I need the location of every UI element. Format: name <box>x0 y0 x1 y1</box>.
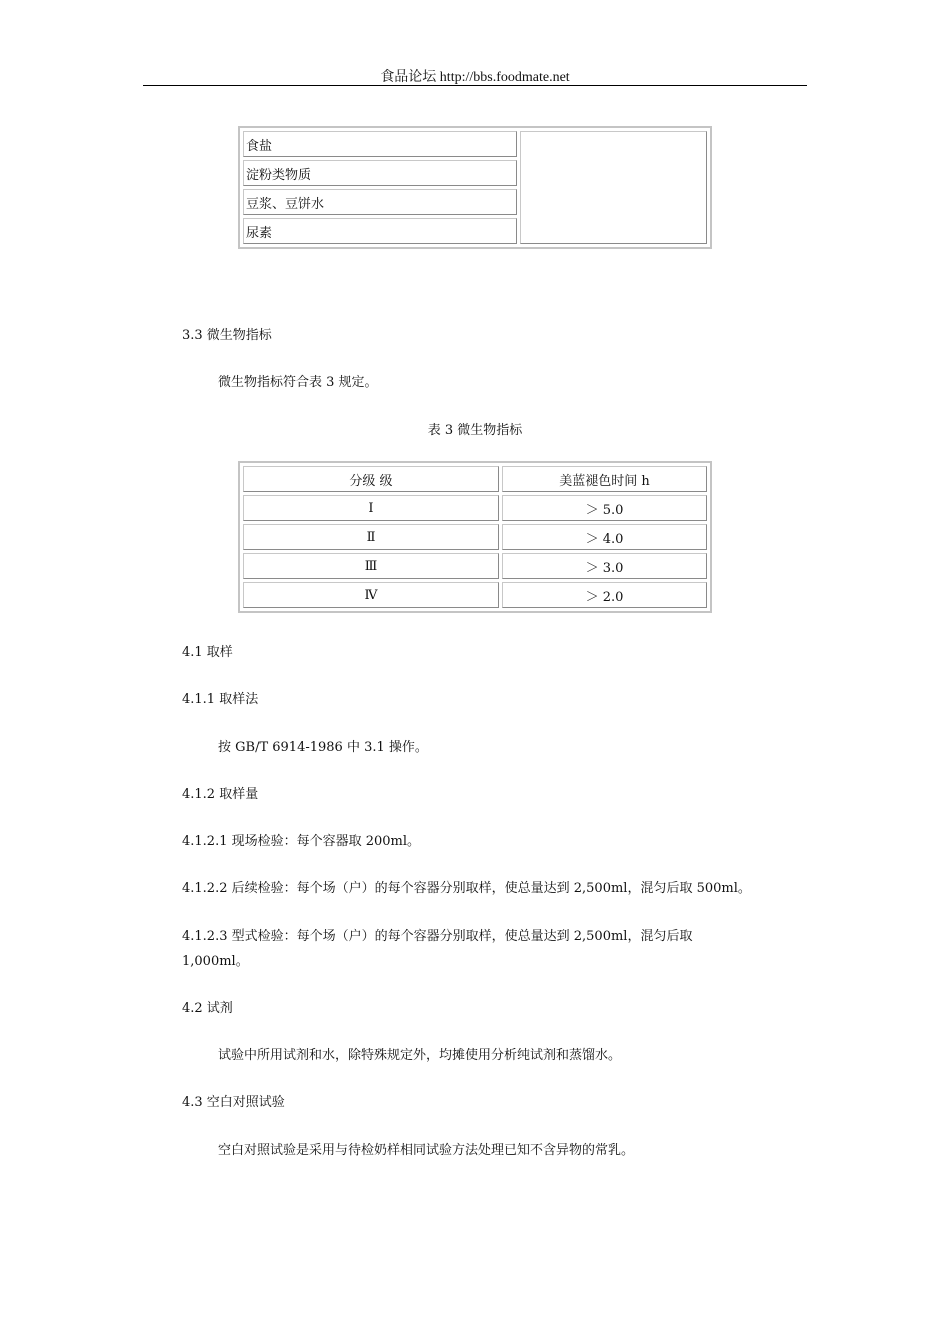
table-caption: 表 3 微生物指标 <box>427 423 523 438</box>
time-cell: ＞ 3.0 <box>502 553 707 579</box>
grade-cell: Ⅲ <box>243 553 499 579</box>
table-row <box>243 131 707 157</box>
table-cell: 豆浆、豆饼水 <box>243 189 517 215</box>
table-cell: 淀粉类物质 <box>243 160 517 186</box>
section-heading: 4.1.1 取样法 <box>182 692 259 707</box>
section-heading: 4.3 空白对照试验 <box>182 1095 285 1110</box>
section-heading: 4.2 试剂 <box>182 1001 233 1016</box>
table-row <box>243 524 707 550</box>
section-heading: 4.1 取样 <box>182 645 233 660</box>
grade-cell: Ⅳ <box>243 582 499 608</box>
column-header: 美蓝褪色时间 h <box>502 466 707 492</box>
table-row <box>243 582 707 608</box>
table-row <box>243 495 707 521</box>
page-header: 食品论坛 http://bbs.foodmate.net <box>380 70 570 85</box>
column-header: 分级 级 <box>243 466 499 492</box>
microbial-table <box>238 461 712 613</box>
paragraph: 空白对照试验是采用与待检奶样相同试验方法处理已知不含异物的常乳。 <box>218 1143 635 1158</box>
section-heading: 4.1.2 取样量 <box>182 787 259 802</box>
table-cell: 尿素 <box>243 218 517 244</box>
paragraph: 1,000ml。 <box>182 954 249 969</box>
empty-cell <box>520 131 707 244</box>
time-cell: ＞ 5.0 <box>502 495 707 521</box>
time-cell: ＞ 4.0 <box>502 524 707 550</box>
table-header-row <box>243 466 707 492</box>
header-rule <box>143 85 807 86</box>
paragraph: 4.1.2.1 现场检验：每个容器取 200ml。 <box>182 834 421 849</box>
grade-cell: Ⅰ <box>243 495 499 521</box>
section-heading: 3.3 微生物指标 <box>182 328 272 343</box>
time-cell: ＞ 2.0 <box>502 582 707 608</box>
table-cell: 食盐 <box>243 131 517 157</box>
additive-table <box>238 126 712 249</box>
paragraph: 微生物指标符合表 3 规定。 <box>218 375 378 390</box>
table-row <box>243 553 707 579</box>
paragraph: 试验中所用试剂和水，除特殊规定外，均摊使用分析纯试剂和蒸馏水。 <box>218 1048 622 1063</box>
paragraph: 4.1.2.3 型式检验：每个场（户）的每个容器分别取样，使总量达到 2,500ml，混匀后取 <box>182 929 693 944</box>
paragraph: 按 GB/T 6914-1986 中 3.1 操作。 <box>218 740 428 755</box>
paragraph: 4.1.2.2 后续检验：每个场（户）的每个容器分别取样，使总量达到 2,500ml，混匀后取 500ml。 <box>182 881 751 896</box>
grade-cell: Ⅱ <box>243 524 499 550</box>
